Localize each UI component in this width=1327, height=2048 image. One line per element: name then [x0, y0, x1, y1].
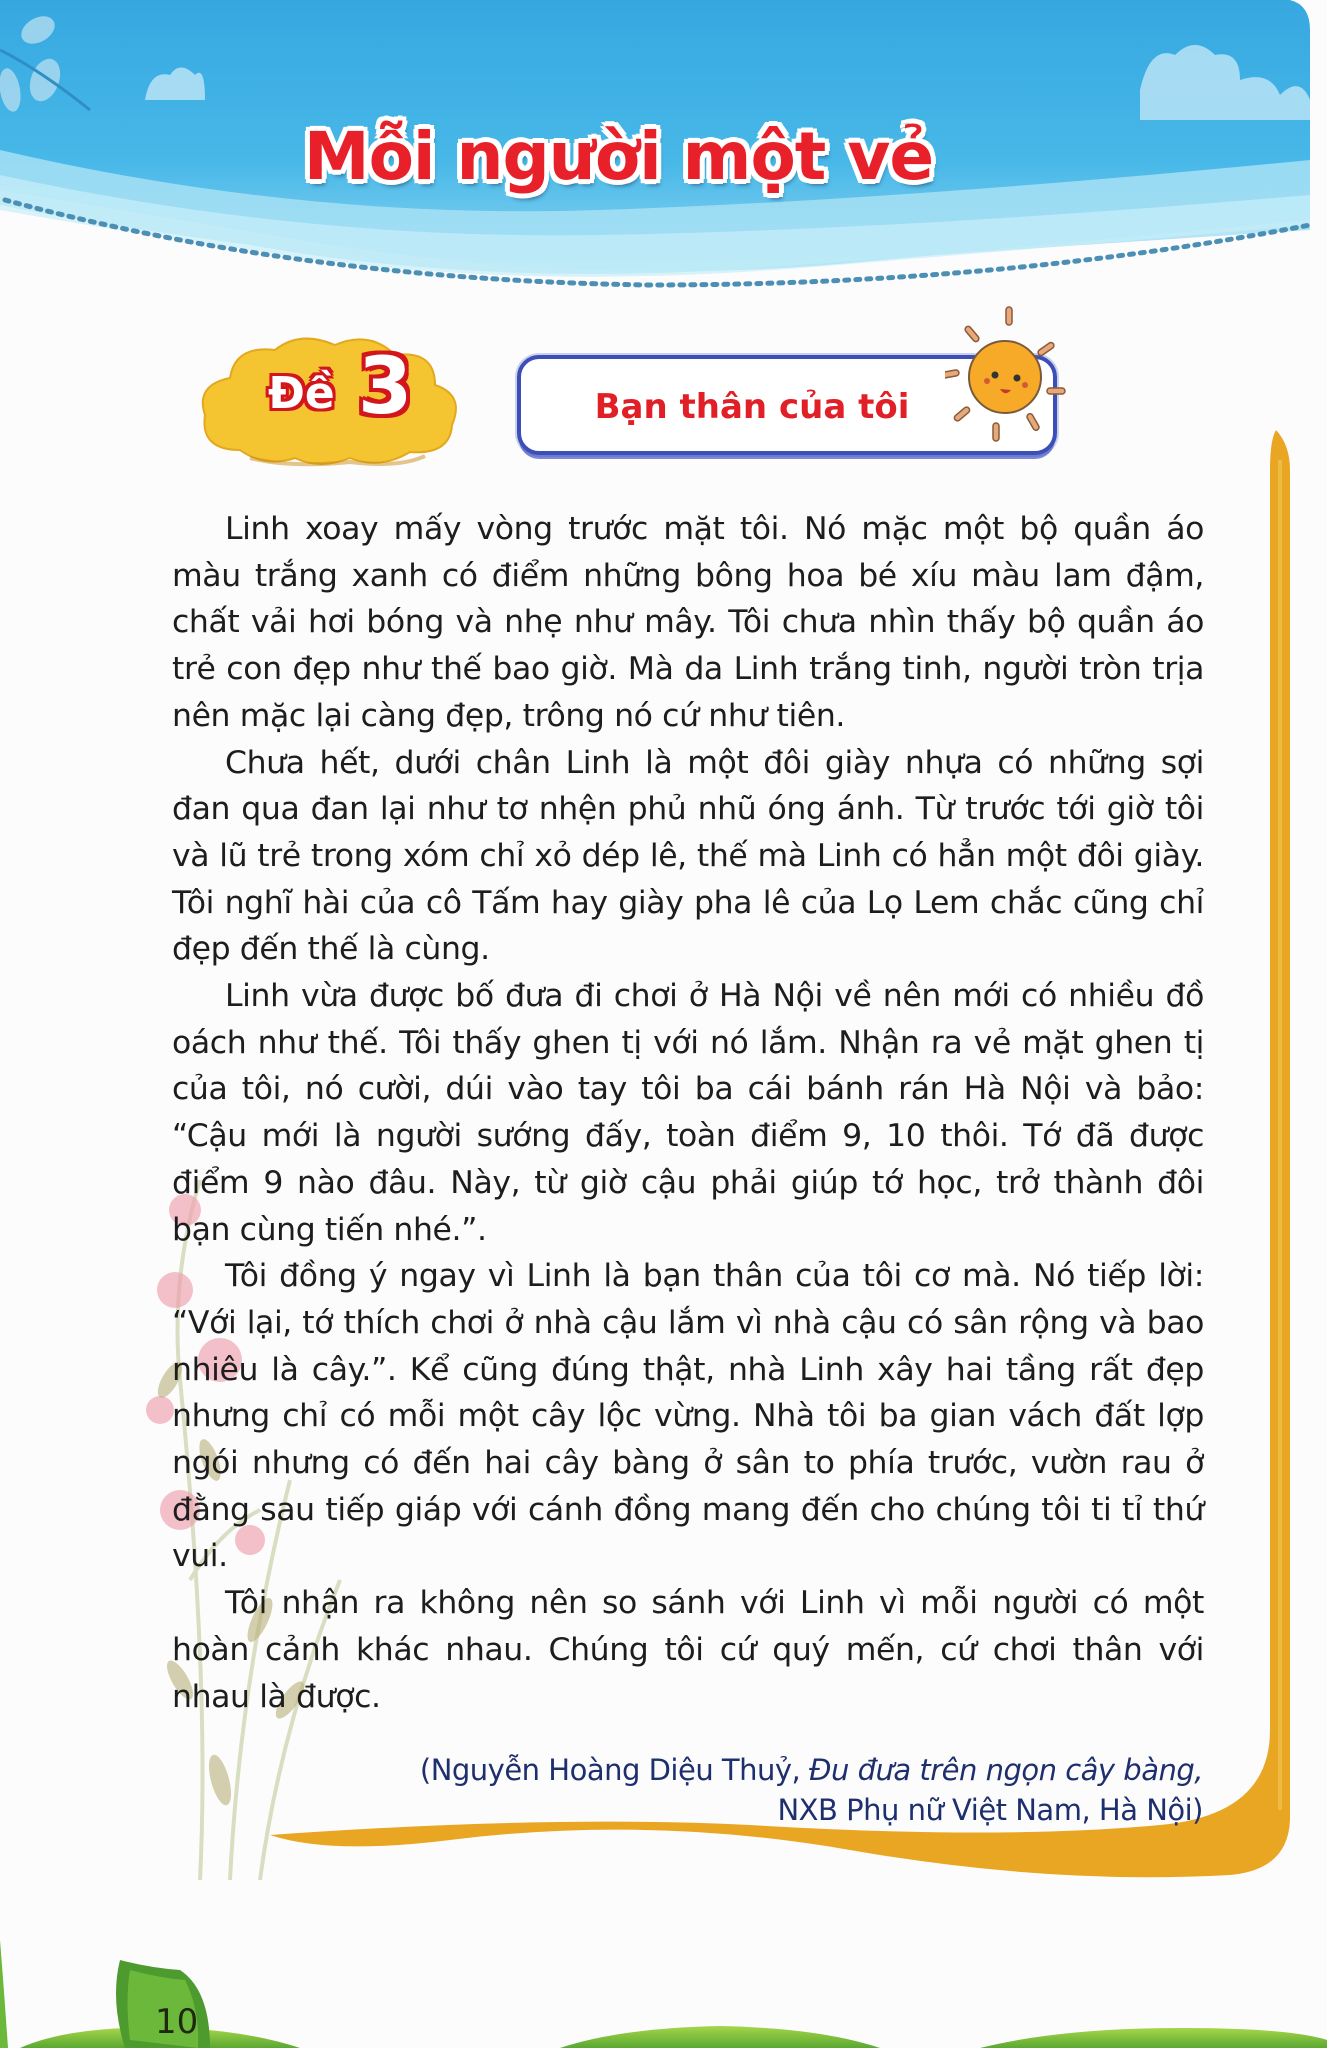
citation-publisher: NXB Phụ nữ Việt Nam, Hà Nội) — [777, 1793, 1203, 1827]
smiling-sun-icon — [945, 305, 1075, 445]
citation-open-paren: ( — [419, 1753, 431, 1787]
lesson-title: Bạn thân của tôi — [594, 387, 910, 427]
lesson-label: Đề — [268, 368, 335, 419]
citation-line-1 — [420, 1750, 1203, 1790]
page-number: 10 — [155, 2002, 199, 2042]
lesson-number: 3 — [358, 342, 413, 432]
source-citation — [420, 1750, 1203, 1830]
story-paragraph: Tôi nhận ra không nên so sánh với Linh vì mỗi người có một hoàn cảnh khác nhau. Chúng tôi cứ quý mến, cứ chơi thân với nhau là được. — [172, 1585, 1204, 1715]
page-title: Mỗi người một vẻ — [303, 118, 934, 195]
story-paragraph: Chưa hết, dưới chân Linh là một đôi giày nhựa có những sợi đan qua đan lại như tơ nhện phủ nhũ óng ánh. Từ trước tới giờ tôi và lũ trẻ trong xóm chỉ xỏ dép lê, thế mà Linh có hẳn một đôi giày. Tôi nghĩ hài của cô Tấm hay giày pha lê của Lọ Lem chắc cũng chỉ đẹp đến thế là cùng. — [172, 744, 1204, 968]
story-paragraph: Linh vừa được bố đưa đi chơi ở Hà Nội về nên mới có nhiều đồ oách như thế. Tôi thấy ghen tị với nó lắm. Nhận ra vẻ mặt ghen tị của tôi, nó cười, dúi vào tay tôi ba cái bánh rán Hà Nội và bảo: “Cậu mới là người sướng đấy, toàn điểm 9, 10 thôi. Tớ đã được điểm 9 nào đâu. Này, từ giờ cậu phải giúp tớ học, trở thành đôi bạn cùng tiến nhé.”. — [172, 978, 1204, 1248]
citation-book-title: Đu đưa trên ngọn cây bàng, — [809, 1753, 1203, 1787]
story-text — [172, 506, 1204, 1720]
story-paragraph: Linh xoay mấy vòng trước mặt tôi. Nó mặc một bộ quần áo màu trắng xanh có điểm những bông hoa bé xíu màu lam đậm, chất vải hơi bóng và nhẹ như mây. Tôi chưa nhìn thấy bộ quần áo trẻ con đẹp như thế bao giờ. Mà da Linh trắng tinh, người tròn trịa nên mặc lại càng đẹp, trông nó cứ như tiên. — [172, 511, 1204, 734]
page-footer — [0, 1940, 1327, 2048]
story-paragraph: Tôi đồng ý ngay vì Linh là bạn thân của tôi cơ mà. Nó tiếp lời: “Với lại, tớ thích chơi ở nhà cậu lắm vì nhà cậu có sân rộng và bao nhiêu là cây.”. Kể cũng đúng thật, nhà Linh xây hai tầng rất đẹp nhưng chỉ có mỗi một cây lộc vừng. Nhà tôi ba gian vách đất lợp ngói nhưng có đến hai cây bàng ở sân to phía trước, vườn rau ở đằng sau tiếp giáp với cánh đồng mang đến cho chúng tôi ti tỉ thứ vui. — [172, 1258, 1204, 1575]
citation-author: Nguyễn Hoàng Diệu Thuỷ, — [430, 1753, 809, 1787]
header-banner — [0, 0, 1327, 290]
green-leaf-footer — [0, 1940, 1327, 2048]
